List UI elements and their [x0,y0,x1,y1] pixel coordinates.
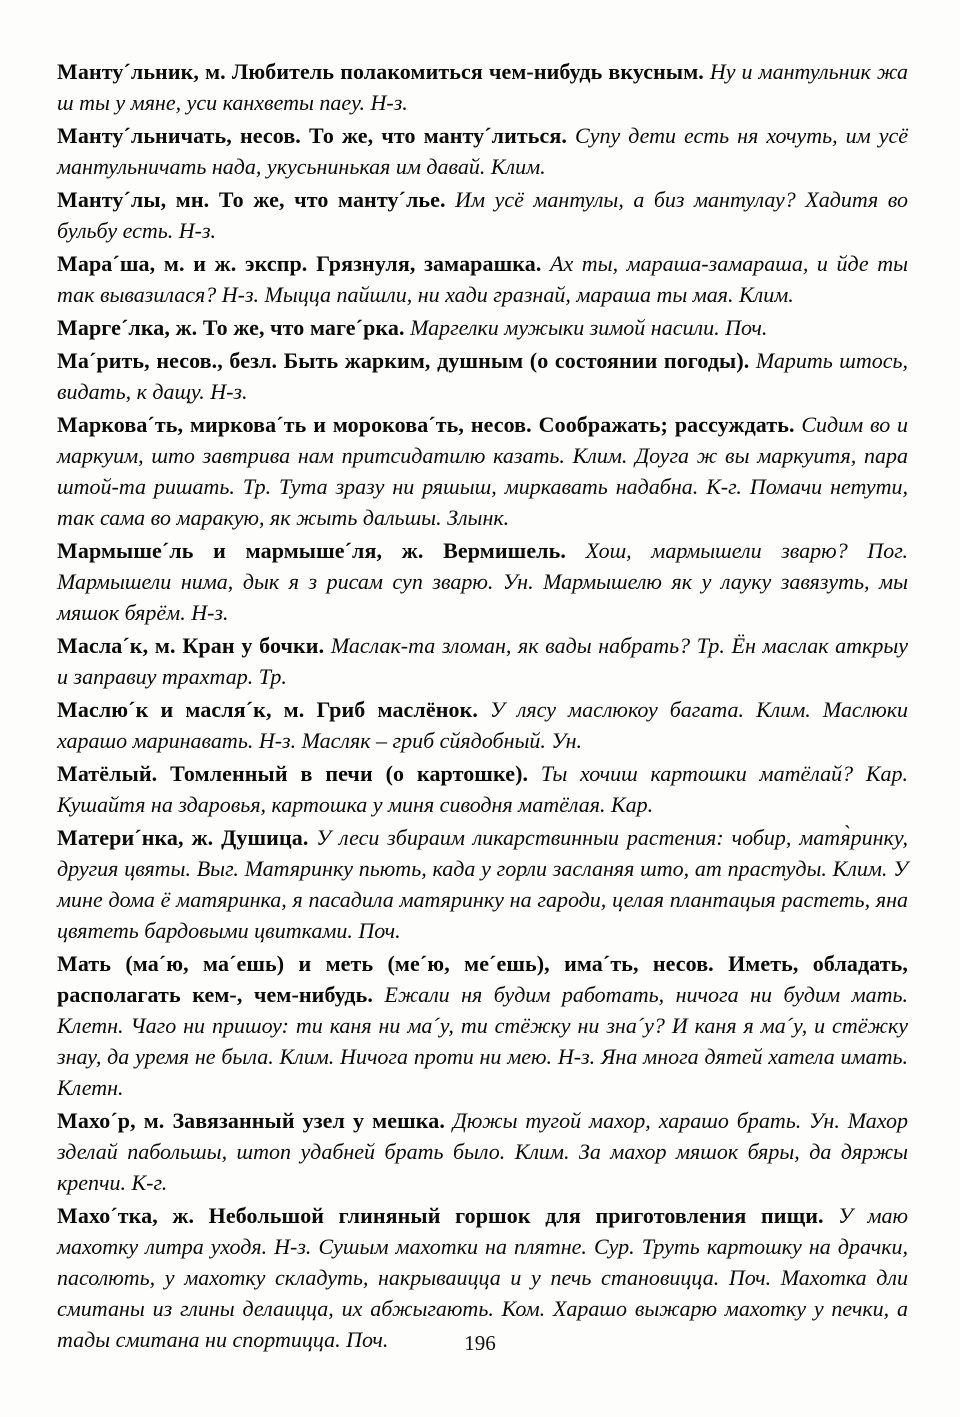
page-number: 196 [464,1331,496,1355]
entry-headword: Манту´льничать, несов. То же, что манту´литься. [57,123,567,148]
entry-headword: Марге´лка, ж. То же, что маге´рка. [57,315,405,340]
dictionary-entry [57,248,908,310]
entry-headword: Ма´рить, несов., безл. Быть жарким, душным (о состоянии погоды). [57,348,750,373]
dictionary-entry [57,1105,908,1198]
dictionary-entry [57,120,908,182]
entry-examples: Ну и мантульник жа ш ты у мяне, уси канхветы паеу. Н-з. [57,59,908,115]
entry-headword: Масла´к, м. Кран у бочки. [57,633,325,658]
entry-examples: У леси збираим ликарствинныи растения: чобир, матя̀ринку, другия цвяты. Выг. Матяринку пьють, када у горли засланяя што, ат прастуды. Клим. У мине дома ё матяринка, я пасадила матяринку на гароди, целая плантацыя растеть, яна цвятеть бардовыми цвитками. Поч. [57,825,908,943]
entry-examples: Сидим во и маркуим, што завтрива нам притсидатилю казать. Клим. Доуга ж вы маркуитя, пара штой-та ришать. Тр. Тута зразу ни ряшыш, миркавать надабна. К-г. Помачи нетути, так сама во маракую, як жыть дальшы. Злынк. [57,412,909,530]
dictionary-entry [57,822,908,946]
entry-examples: Дюжы тугой махор, харашо брать. Ун. Махор зделай пабольшы, штоп удабней брать было. Клим. За махор мяшок бяры, да дяржы крепчи. К-г. [57,1108,908,1195]
dictionary-entry [57,630,908,692]
dictionary-entry [57,345,908,407]
entry-examples: Супу дети есть ня хочуть, им усё мантульничать нада, укусьнинькая им давай. Клим. [57,123,908,179]
entry-examples: Ах ты, мараша-замараша, и йде ты так вывазилася? Н-з. Мыцца пайшли, ни хади гразнай, мараша ты мая. Клим. [57,251,909,307]
dictionary-entry [57,694,908,756]
entry-headword: Матёлый. Томленный в печи (о картошке). [57,761,529,786]
entry-headword: Махо´тка, ж. Небольшой глиняный горшок для приготовления пищи. [57,1203,824,1228]
dictionary-entry [57,56,908,118]
dictionary-entry [57,535,908,628]
entry-examples: Хош, мармышели зварю? Пог. Мармышели нима, дык я з рисам суп зварю. Ун. Мармышелю як у лауку завязуть, мы мяшок бярём. Н-з. [57,538,908,625]
dictionary-entry [57,312,908,343]
entry-examples: У лясу маслюкоу багата. Клим. Маслюки харашо маринавать. Н-з. Масляк – гриб сйядобный. Ун. [57,697,909,753]
dictionary-entry [57,184,908,246]
entry-headword: Манту´лы, мн. То же, что манту´лье. [57,187,446,212]
entry-examples: Ежали ня будим работать, ничога ни будим мать. Клетн. Чаго ни пришоу: ти каня ни ма´у, ти стёжку ни зна´у? И каня я ма´у, и стёжку знау, да уремя не была. Клим. Ничога проти ни мею. Н-з. Яна многа дятей хатела имать. Клетн. [57,982,909,1100]
entry-headword: Мать (ма´ю, ма´ешь) и меть (ме´ю, ме´ешь), има´ть, несов. Иметь, обладать, располагать кем-, чем-нибудь. [57,951,908,1007]
dictionary-entry [57,758,908,820]
dictionary-entry [57,409,908,533]
entry-examples: У маю махотку литра уходя. Н-з. Сушым махотки на плятне. Сур. Труть картошку на драчки, пасолють, у махотку складуть, накрываицца и у печь становицца. Поч. Махотка дли смитаны из глины делаицца, их абжыгають. Ком. Харашо выжарю махотку у печки, а тады смитана ни спортицца. Поч. [57,1203,908,1352]
entry-examples: Маслак-та зломан, як вады набрать? Тр. Ён маслак аткрыу и заправиу трахтар. Тр. [57,633,908,689]
entry-headword: Матери´нка, ж. Душица. [57,825,309,850]
entry-examples: Марить штось, видать, к дащу. Н-з. [57,348,909,404]
entry-examples: Маргелки мужыки зимой насили. Поч. [410,315,768,340]
entry-headword: Мара´ша, м. и ж. экспр. Грязнуля, замарашка. [57,251,542,276]
dictionary-entry [57,948,908,1103]
entry-examples: Ты хочиш картошки матёлай? Кар. Кушайтя на здаровья, картошка у миня сиводня матёлая. Кар. [57,761,908,817]
entry-headword: Манту´льник, м. Любитель полакомиться чем-нибудь вкусным. [57,59,704,84]
entry-headword: Мармыше´ль и мармыше´ля, ж. Вермишель. [57,538,566,563]
entry-examples: Им усё мантулы, а биз мантулау? Хадитя во бульбу есть. Н-з. [57,187,909,243]
entry-headword: Маркова´ть, миркова´ть и морокова´ть, несов. Соображать; рассуждать. [57,412,795,437]
entry-headword: Махо´р, м. Завязанный узел у мешка. [57,1108,445,1133]
dictionary-text-column [57,56,908,1357]
entry-headword: Маслю´к и масля´к, м. Гриб маслёнок. [57,697,478,722]
